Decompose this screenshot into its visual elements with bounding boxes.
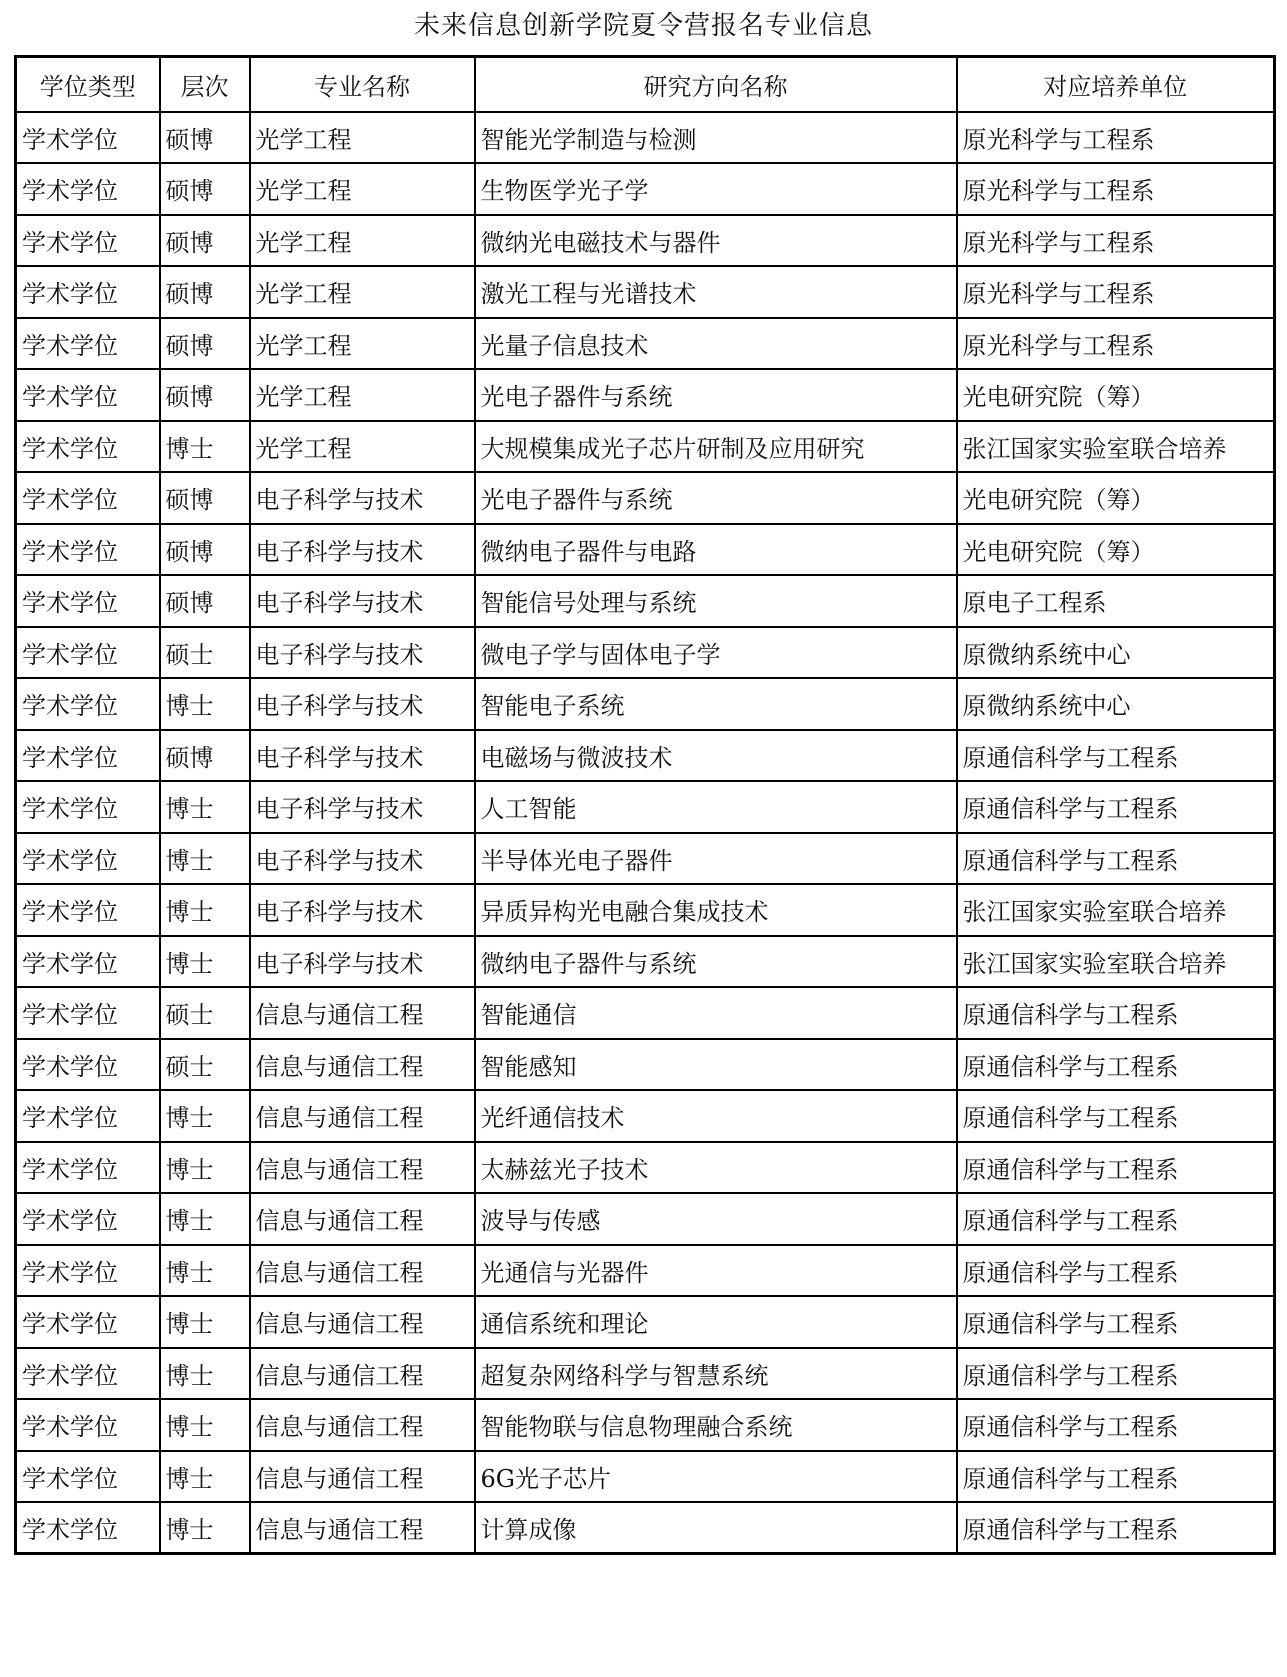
table-row [16, 627, 1275, 679]
research-direction-cell: 智能光学制造与检测 [475, 112, 957, 164]
table-row [16, 781, 1275, 833]
major-name-cell: 信息与通信工程 [250, 1399, 475, 1451]
research-direction-cell: 激光工程与光谱技术 [475, 266, 957, 318]
major-name-cell: 电子科学与技术 [250, 575, 475, 627]
research-direction-cell: 智能信号处理与系统 [475, 575, 957, 627]
training-unit-cell: 原光科学与工程系 [957, 112, 1275, 164]
research-direction-cell: 波导与传感 [475, 1193, 957, 1245]
degree-type-cell: 学术学位 [16, 112, 160, 164]
training-unit-cell: 原微纳系统中心 [957, 678, 1275, 730]
training-unit-cell: 张江国家实验室联合培养 [957, 421, 1275, 473]
major-name-cell: 电子科学与技术 [250, 678, 475, 730]
research-direction-cell: 智能电子系统 [475, 678, 957, 730]
degree-type-cell: 学术学位 [16, 936, 160, 988]
training-unit-cell: 原通信科学与工程系 [957, 987, 1275, 1039]
level-cell: 硕士 [160, 627, 250, 679]
major-name-cell: 电子科学与技术 [250, 884, 475, 936]
research-direction-cell: 生物医学光子学 [475, 163, 957, 215]
level-cell: 硕博 [160, 163, 250, 215]
degree-type-cell: 学术学位 [16, 1193, 160, 1245]
table-body [16, 112, 1275, 1554]
degree-type-cell: 学术学位 [16, 1142, 160, 1194]
major-name-cell: 信息与通信工程 [250, 1296, 475, 1348]
header-major-name: 专业名称 [250, 57, 475, 112]
training-unit-cell: 原光科学与工程系 [957, 215, 1275, 267]
major-info-table [14, 55, 1276, 1555]
research-direction-cell: 微纳光电磁技术与器件 [475, 215, 957, 267]
table-row [16, 987, 1275, 1039]
major-name-cell: 光学工程 [250, 318, 475, 370]
training-unit-cell: 原电子工程系 [957, 575, 1275, 627]
research-direction-cell: 计算成像 [475, 1502, 957, 1554]
level-cell: 博士 [160, 1193, 250, 1245]
level-cell: 博士 [160, 1090, 250, 1142]
training-unit-cell: 原光科学与工程系 [957, 163, 1275, 215]
table-row [16, 1245, 1275, 1297]
degree-type-cell: 学术学位 [16, 266, 160, 318]
level-cell: 博士 [160, 1451, 250, 1503]
degree-type-cell: 学术学位 [16, 524, 160, 576]
table-row [16, 1142, 1275, 1194]
level-cell: 博士 [160, 1348, 250, 1400]
research-direction-cell: 通信系统和理论 [475, 1296, 957, 1348]
training-unit-cell: 张江国家实验室联合培养 [957, 884, 1275, 936]
research-direction-cell: 微纳电子器件与系统 [475, 936, 957, 988]
training-unit-cell: 原通信科学与工程系 [957, 1193, 1275, 1245]
level-cell: 硕士 [160, 1039, 250, 1091]
major-name-cell: 光学工程 [250, 112, 475, 164]
training-unit-cell: 原通信科学与工程系 [957, 1142, 1275, 1194]
level-cell: 硕博 [160, 266, 250, 318]
level-cell: 硕博 [160, 369, 250, 421]
level-cell: 硕博 [160, 730, 250, 782]
research-direction-cell: 微电子学与固体电子学 [475, 627, 957, 679]
level-cell: 博士 [160, 1296, 250, 1348]
training-unit-cell: 原通信科学与工程系 [957, 1245, 1275, 1297]
research-direction-cell: 电磁场与微波技术 [475, 730, 957, 782]
table-row [16, 421, 1275, 473]
training-unit-cell: 原通信科学与工程系 [957, 730, 1275, 782]
level-cell: 硕博 [160, 318, 250, 370]
degree-type-cell: 学术学位 [16, 369, 160, 421]
degree-type-cell: 学术学位 [16, 1451, 160, 1503]
major-name-cell: 信息与通信工程 [250, 1090, 475, 1142]
document-title: 未来信息创新学院夏令营报名专业信息 [413, 11, 873, 41]
major-name-cell: 信息与通信工程 [250, 1502, 475, 1554]
major-name-cell: 光学工程 [250, 421, 475, 473]
level-cell: 硕士 [160, 987, 250, 1039]
level-cell: 博士 [160, 421, 250, 473]
research-direction-cell: 光纤通信技术 [475, 1090, 957, 1142]
level-cell: 硕博 [160, 575, 250, 627]
research-direction-cell: 6G光子芯片 [475, 1451, 957, 1503]
degree-type-cell: 学术学位 [16, 318, 160, 370]
level-cell: 博士 [160, 1245, 250, 1297]
table-row [16, 1039, 1275, 1091]
table-row [16, 1399, 1275, 1451]
training-unit-cell: 原通信科学与工程系 [957, 833, 1275, 885]
table-row [16, 1502, 1275, 1554]
table-row [16, 215, 1275, 267]
degree-type-cell: 学术学位 [16, 1296, 160, 1348]
training-unit-cell: 原通信科学与工程系 [957, 1090, 1275, 1142]
major-name-cell: 电子科学与技术 [250, 730, 475, 782]
major-name-cell: 电子科学与技术 [250, 524, 475, 576]
major-name-cell: 电子科学与技术 [250, 472, 475, 524]
degree-type-cell: 学术学位 [16, 730, 160, 782]
training-unit-cell: 张江国家实验室联合培养 [957, 936, 1275, 988]
table-row [16, 163, 1275, 215]
degree-type-cell: 学术学位 [16, 472, 160, 524]
table-row [16, 318, 1275, 370]
training-unit-cell: 原通信科学与工程系 [957, 1399, 1275, 1451]
research-direction-cell: 太赫兹光子技术 [475, 1142, 957, 1194]
training-unit-cell: 光电研究院（筹） [957, 472, 1275, 524]
table-row [16, 678, 1275, 730]
header-degree-type: 学位类型 [16, 57, 160, 112]
major-name-cell: 信息与通信工程 [250, 1193, 475, 1245]
table-row [16, 266, 1275, 318]
degree-type-cell: 学术学位 [16, 575, 160, 627]
training-unit-cell: 原光科学与工程系 [957, 266, 1275, 318]
level-cell: 博士 [160, 1142, 250, 1194]
training-unit-cell: 原通信科学与工程系 [957, 1296, 1275, 1348]
major-name-cell: 信息与通信工程 [250, 1039, 475, 1091]
header-research-direction: 研究方向名称 [475, 57, 957, 112]
major-name-cell: 信息与通信工程 [250, 987, 475, 1039]
degree-type-cell: 学术学位 [16, 1090, 160, 1142]
training-unit-cell: 原通信科学与工程系 [957, 781, 1275, 833]
table-row [16, 1348, 1275, 1400]
level-cell: 博士 [160, 936, 250, 988]
degree-type-cell: 学术学位 [16, 781, 160, 833]
research-direction-cell: 人工智能 [475, 781, 957, 833]
research-direction-cell: 智能感知 [475, 1039, 957, 1091]
training-unit-cell: 原通信科学与工程系 [957, 1451, 1275, 1503]
table-row [16, 884, 1275, 936]
training-unit-cell: 原光科学与工程系 [957, 318, 1275, 370]
header-training-unit: 对应培养单位 [957, 57, 1275, 112]
degree-type-cell: 学术学位 [16, 1502, 160, 1554]
training-unit-cell: 原通信科学与工程系 [957, 1039, 1275, 1091]
table-row [16, 524, 1275, 576]
level-cell: 博士 [160, 1399, 250, 1451]
degree-type-cell: 学术学位 [16, 1399, 160, 1451]
major-name-cell: 信息与通信工程 [250, 1348, 475, 1400]
degree-type-cell: 学术学位 [16, 1039, 160, 1091]
table-row [16, 1451, 1275, 1503]
degree-type-cell: 学术学位 [16, 215, 160, 267]
research-direction-cell: 智能物联与信息物理融合系统 [475, 1399, 957, 1451]
table-row [16, 936, 1275, 988]
table-row [16, 472, 1275, 524]
research-direction-cell: 光电子器件与系统 [475, 472, 957, 524]
table-row [16, 112, 1275, 164]
major-name-cell: 电子科学与技术 [250, 833, 475, 885]
degree-type-cell: 学术学位 [16, 421, 160, 473]
degree-type-cell: 学术学位 [16, 987, 160, 1039]
research-direction-cell: 异质异构光电融合集成技术 [475, 884, 957, 936]
training-unit-cell: 光电研究院（筹） [957, 524, 1275, 576]
major-name-cell: 光学工程 [250, 215, 475, 267]
table-row [16, 369, 1275, 421]
major-name-cell: 信息与通信工程 [250, 1142, 475, 1194]
major-name-cell: 电子科学与技术 [250, 627, 475, 679]
table-row [16, 1296, 1275, 1348]
research-direction-cell: 光量子信息技术 [475, 318, 957, 370]
degree-type-cell: 学术学位 [16, 833, 160, 885]
research-direction-cell: 智能通信 [475, 987, 957, 1039]
training-unit-cell: 原微纳系统中心 [957, 627, 1275, 679]
major-name-cell: 光学工程 [250, 266, 475, 318]
research-direction-cell: 微纳电子器件与电路 [475, 524, 957, 576]
major-name-cell: 光学工程 [250, 369, 475, 421]
degree-type-cell: 学术学位 [16, 884, 160, 936]
degree-type-cell: 学术学位 [16, 1245, 160, 1297]
research-direction-cell: 半导体光电子器件 [475, 833, 957, 885]
level-cell: 博士 [160, 781, 250, 833]
table-row [16, 730, 1275, 782]
degree-type-cell: 学术学位 [16, 1348, 160, 1400]
table-row [16, 1090, 1275, 1142]
research-direction-cell: 光通信与光器件 [475, 1245, 957, 1297]
level-cell: 硕博 [160, 112, 250, 164]
level-cell: 博士 [160, 1502, 250, 1554]
degree-type-cell: 学术学位 [16, 163, 160, 215]
level-cell: 博士 [160, 884, 250, 936]
major-name-cell: 电子科学与技术 [250, 936, 475, 988]
level-cell: 硕博 [160, 472, 250, 524]
training-unit-cell: 原通信科学与工程系 [957, 1502, 1275, 1554]
header-level: 层次 [160, 57, 250, 112]
training-unit-cell: 光电研究院（筹） [957, 369, 1275, 421]
training-unit-cell: 原通信科学与工程系 [957, 1348, 1275, 1400]
major-name-cell: 信息与通信工程 [250, 1451, 475, 1503]
level-cell: 硕博 [160, 215, 250, 267]
research-direction-cell: 大规模集成光子芯片研制及应用研究 [475, 421, 957, 473]
level-cell: 博士 [160, 833, 250, 885]
table-header-row [16, 57, 1275, 112]
table-row [16, 575, 1275, 627]
major-name-cell: 光学工程 [250, 163, 475, 215]
degree-type-cell: 学术学位 [16, 627, 160, 679]
level-cell: 硕博 [160, 524, 250, 576]
degree-type-cell: 学术学位 [16, 678, 160, 730]
research-direction-cell: 超复杂网络科学与智慧系统 [475, 1348, 957, 1400]
level-cell: 博士 [160, 678, 250, 730]
major-name-cell: 电子科学与技术 [250, 781, 475, 833]
table-row [16, 1193, 1275, 1245]
research-direction-cell: 光电子器件与系统 [475, 369, 957, 421]
major-name-cell: 信息与通信工程 [250, 1245, 475, 1297]
table-row [16, 833, 1275, 885]
